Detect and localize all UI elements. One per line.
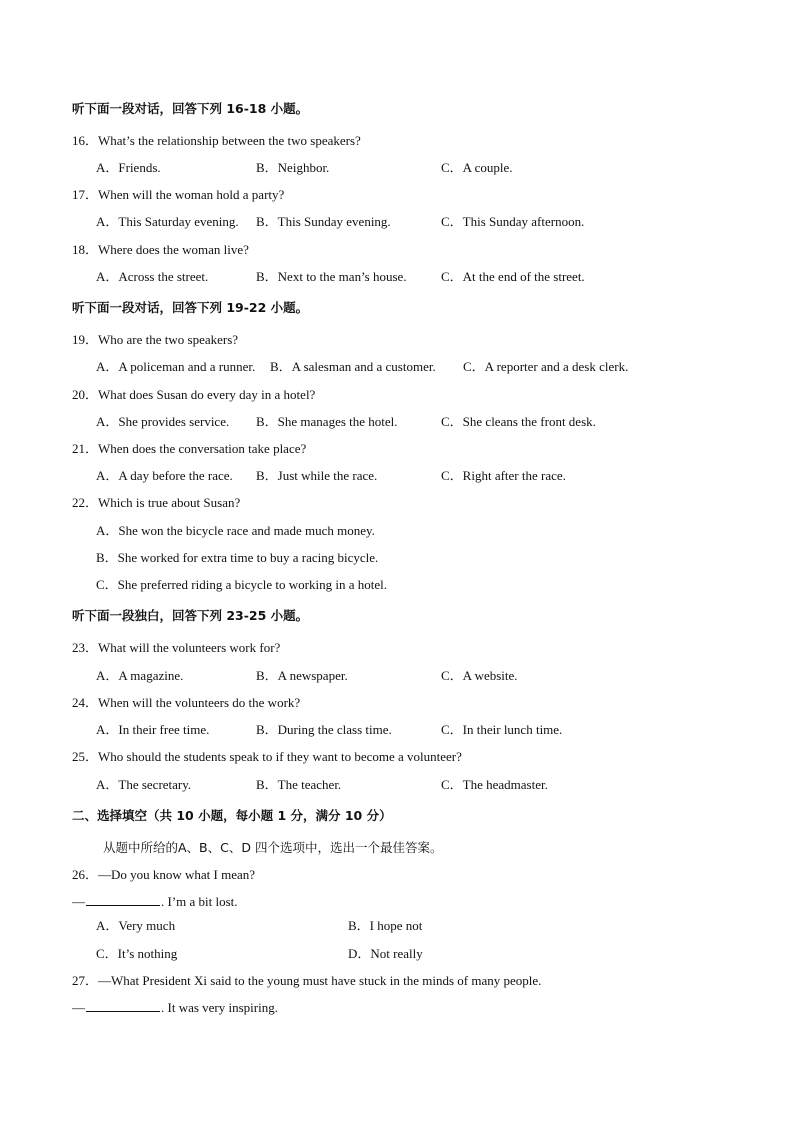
q21-option-a: A．A day before the race. — [96, 468, 233, 483]
question-27: 27．—What President Xi said to the young must have stuck in the minds of many people. — [72, 973, 542, 988]
q17-option-a: A．This Saturday evening. — [96, 214, 239, 229]
q18-option-a: A．Across the street. — [96, 269, 209, 284]
section-instruction: 从题中所给的A、B、C、D 四个选项中，选出一个最佳答案。 — [103, 840, 443, 855]
q20-option-c: C．She cleans the front desk. — [441, 414, 596, 429]
section-heading-23-25: 听下面一段独白，回答下列 23-25 小题。 — [72, 608, 309, 623]
question-26: 26．—Do you know what I mean? — [72, 867, 256, 882]
section-heading-part-two: 二、选择填空（共 10 小题，每小题 1 分，满分 10 分） — [72, 808, 392, 823]
section-heading-16-18: 听下面一段对话，回答下列 16-18 小题。 — [72, 101, 309, 116]
question-19: 19．Who are the two speakers? — [72, 332, 239, 347]
q26-option-a: A．Very much — [96, 918, 176, 933]
q27-reply-text: . It was very inspiring. — [161, 1000, 278, 1015]
q23-option-c: C．A website. — [441, 668, 518, 683]
q20-option-b: B．She manages the hotel. — [256, 414, 398, 429]
q26-answer-blank — [86, 893, 160, 906]
q23-option-a: A．A magazine. — [96, 668, 184, 683]
q25-option-c: C．The headmaster. — [441, 777, 548, 792]
q22-option-c: C．She preferred riding a bicycle to working in a hotel. — [96, 577, 387, 592]
q19-option-c: C．A reporter and a desk clerk. — [463, 359, 629, 374]
q17-option-c: C．This Sunday afternoon. — [441, 214, 585, 229]
q21-option-b: B．Just while the race. — [256, 468, 378, 483]
question-24: 24．When will the volunteers do the work? — [72, 695, 301, 710]
q24-option-c: C．In their lunch time. — [441, 722, 563, 737]
q24-option-b: B．During the class time. — [256, 722, 392, 737]
question-20: 20．What does Susan do every day in a hotel? — [72, 387, 316, 402]
q19-option-a: A．A policeman and a runner. — [96, 359, 256, 374]
q21-option-c: C．Right after the race. — [441, 468, 566, 483]
q24-option-a: A．In their free time. — [96, 722, 210, 737]
question-21: 21．When does the conversation take place? — [72, 441, 307, 456]
q26-reply-line — [72, 893, 238, 910]
question-22: 22．Which is true about Susan? — [72, 495, 241, 510]
question-17: 17．When will the woman hold a party? — [72, 187, 285, 202]
q25-option-b: B．The teacher. — [256, 777, 342, 792]
q26-option-b: B．I hope not — [348, 918, 423, 933]
q22-option-b: B．She worked for extra time to buy a racing bicycle. — [96, 550, 379, 565]
question-18: 18．Where does the woman live? — [72, 242, 249, 257]
q26-reply-dash: — — [72, 894, 85, 909]
question-16: 16．What’s the relationship between the two speakers? — [72, 133, 361, 148]
q20-option-a: A．She provides service. — [96, 414, 230, 429]
q18-option-b: B．Next to the man’s house. — [256, 269, 407, 284]
q26-reply-text: . I’m a bit lost. — [161, 894, 238, 909]
q26-option-d: D．Not really — [348, 946, 423, 961]
q27-answer-blank — [86, 999, 160, 1012]
q17-option-b: B．This Sunday evening. — [256, 214, 391, 229]
q27-reply-line — [72, 999, 278, 1016]
q23-option-b: B．A newspaper. — [256, 668, 348, 683]
q19-option-b: B．A salesman and a customer. — [270, 359, 436, 374]
section-heading-19-22: 听下面一段对话，回答下列 19-22 小题。 — [72, 300, 309, 315]
q26-option-c: C．It’s nothing — [96, 946, 178, 961]
question-23: 23．What will the volunteers work for? — [72, 640, 281, 655]
q22-option-a: A．She won the bicycle race and made much money. — [96, 523, 375, 538]
q27-reply-dash: — — [72, 1000, 85, 1015]
q18-option-c: C．At the end of the street. — [441, 269, 585, 284]
q25-option-a: A．The secretary. — [96, 777, 192, 792]
q16-option-a: A．Friends. — [96, 160, 161, 175]
question-25: 25．Who should the students speak to if they want to become a volunteer? — [72, 749, 462, 764]
q16-option-b: B．Neighbor. — [256, 160, 330, 175]
q16-option-c: C．A couple. — [441, 160, 513, 175]
